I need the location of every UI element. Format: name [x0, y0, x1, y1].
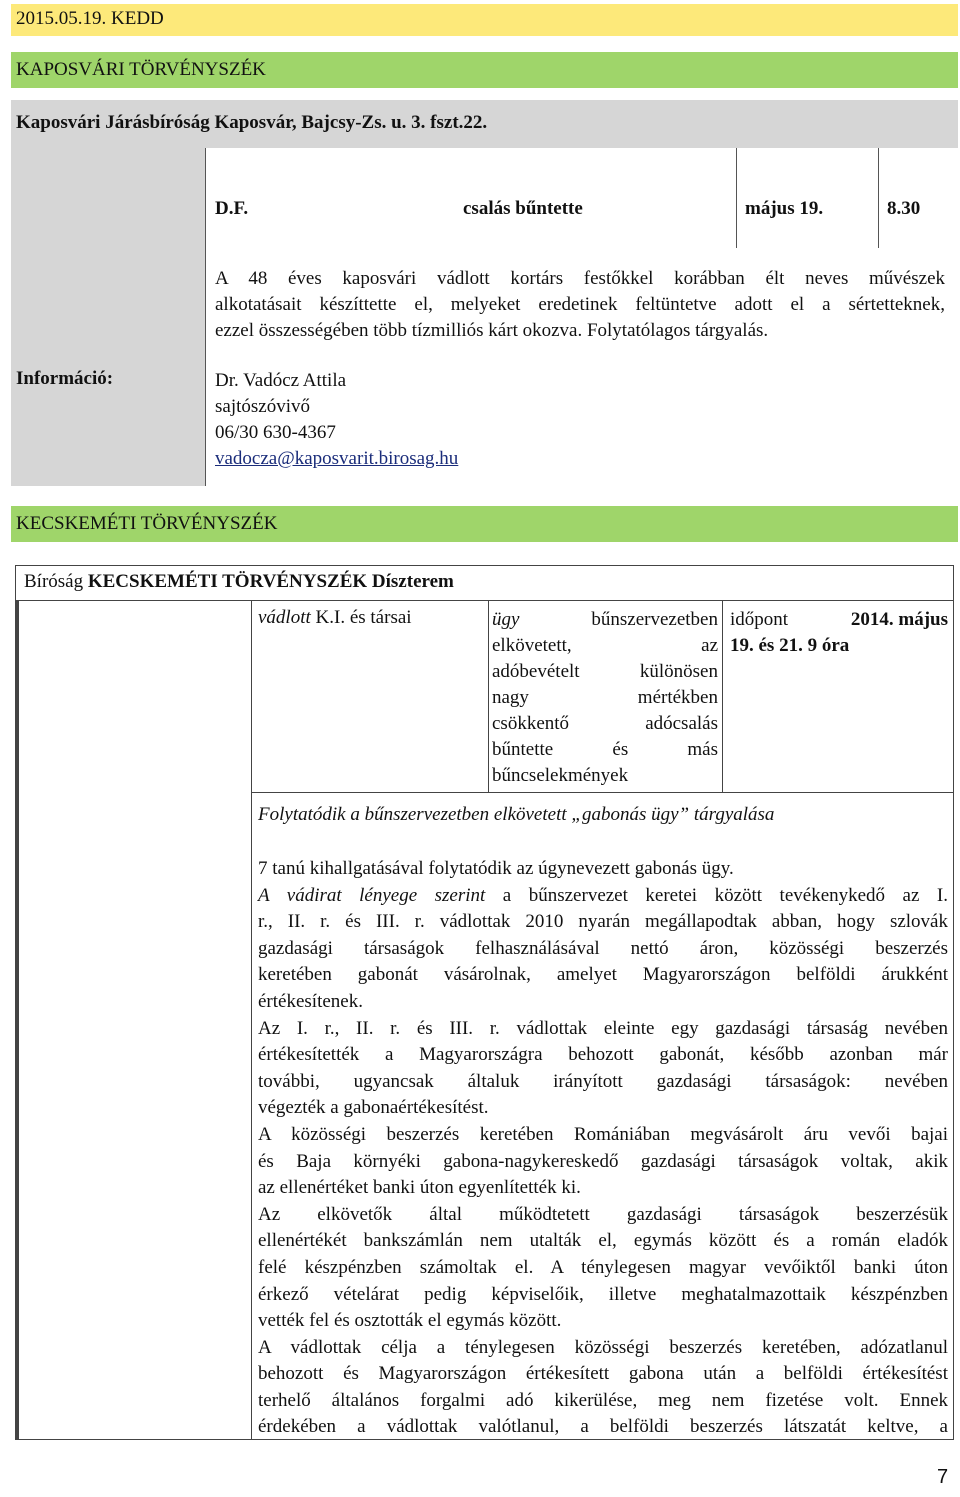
- case-column-divider: [878, 148, 879, 248]
- body-line: Az elkövetők által működtetett gazdasági társaságok beszerzésük: [258, 1203, 948, 1225]
- case-line: csökkentő adócsalás: [492, 713, 718, 734]
- kecskemet-subtitle: Folytatódik a bűnszervezetben elkövetett „gabonás ügy” tárgyalása: [258, 804, 775, 825]
- case-line: elkövetett, az: [492, 635, 718, 656]
- body-line: keretében gabonát vásárolnak, amelyet Magyarországon belföldi árukként: [258, 964, 948, 986]
- body-line: terhelő általános forgalmi adó kikerülése, meg nem fizetése volt. Ennek: [258, 1389, 948, 1411]
- body-line: gazdasági társaságok felhasználásával nettó áron, közösségi beszerzés: [258, 937, 948, 959]
- date-bar: [11, 4, 958, 36]
- description-line: alkotatásait készíttette el, melyeket eredetinek feltüntetve adott el a sértetteknek,: [215, 294, 945, 315]
- body-line: 7 tanú kihallgatásával folytatódik az úgynevezett gabonás ügy.: [258, 858, 734, 879]
- case-line: bűntette és más: [492, 739, 718, 760]
- case-line: bűnszervezetben: [591, 609, 718, 630]
- case-column-divider: [736, 148, 737, 248]
- kecskemet-court-title: KECSKEMÉTI TÖRVÉNYSZÉK: [16, 513, 278, 534]
- body-line: végezték a gabonaértékesítést.: [258, 1097, 489, 1119]
- info-label-cell: [11, 148, 205, 486]
- time-value: 19. és 21. 9 óra: [730, 635, 850, 656]
- kecskemet-case-type: [492, 607, 718, 789]
- kaposvar-court-address: Kaposvári Járásbíróság Kaposvár, Bajcsy-Zs. u. 3. fszt.22.: [16, 112, 488, 133]
- contact-phone: 06/30 630-4367: [215, 422, 336, 443]
- info-label: Információ:: [16, 368, 114, 389]
- body-line: érdekében a vádlottak valótlanul, a belföldi beszerzés látszatát keltve, a: [258, 1416, 948, 1438]
- body-line: felé készpénzben számoltak el. A ténylegesen magyar vevőiktől banki úton: [258, 1256, 948, 1278]
- venue-prefix: Bíróság: [24, 571, 88, 592]
- body-line: értékesítenek.: [258, 990, 363, 1012]
- description-line: ezzel összességében több tízmilliós kárt okozva. Folytatólagos tárgyalás.: [215, 320, 769, 341]
- body-line: A közösségi beszerzés keretében Romániában megvásárolt áru vevői bajai: [258, 1123, 948, 1145]
- table-empty-cell: [16, 600, 252, 1439]
- body-line: r., II. r. és III. r. vádlottak 2010 nyarán megállapodtak abban, hogy szlovák: [258, 911, 948, 933]
- table-rule: [252, 792, 953, 793]
- kecskemet-defendant: [258, 607, 412, 629]
- body-line: ellenértékét bankszámlán nem utalták el, egymás között és a román eladók: [258, 1230, 948, 1252]
- kecskemet-body: [258, 856, 948, 1441]
- case-label: ügy: [492, 609, 520, 630]
- table-rule: [722, 600, 723, 792]
- time-value: 2014. május: [850, 609, 948, 630]
- body-line: A vádlottak célja a ténylegesen közösségi beszerzés keretében, adózatlanul: [258, 1336, 948, 1358]
- kaposvar-court-title: KAPOSVÁRI TÖRVÉNYSZÉK: [16, 59, 266, 80]
- body-line: az ellenértéket banki úton egyenlítették ki.: [258, 1177, 581, 1199]
- body-line: és Baja környéki gabona-nagykereskedő gazdasági társaságok voltak, akik: [258, 1150, 948, 1172]
- date-line: 2015.05.19. KEDD: [16, 8, 164, 29]
- case-line: bűncselekmények: [492, 765, 629, 786]
- contact-email-link[interactable]: vadocza@kaposvarit.birosag.hu: [215, 448, 459, 469]
- description-line: A 48 éves kaposvári vádlott kortárs festőkkel korábban élt neves művészek: [215, 268, 945, 289]
- table-rule: [488, 600, 489, 792]
- body-line: érkező vételárat pedig képviselőik, illetve meghatalmazottaik készpénzben: [258, 1283, 948, 1305]
- contact-name: Dr. Vadócz Attila: [215, 370, 347, 391]
- kaposvar-case-crime: csalás bűntette: [463, 198, 583, 219]
- case-line: nagy mértékben: [492, 687, 718, 708]
- kecskemet-hearing-time: [730, 607, 948, 659]
- kecskemet-court-bar: [11, 506, 958, 542]
- body-line: vették fel és osztották el egymás között.: [258, 1310, 562, 1332]
- kaposvar-case-date: május 19.: [745, 198, 824, 219]
- kaposvar-case-time: 8.30: [887, 198, 921, 219]
- time-label: időpont: [730, 609, 789, 630]
- body-line: értékesítették a Magyarországra behozott gabonát, később azonban már: [258, 1044, 948, 1066]
- defendant-name: K.I. és társai: [310, 607, 412, 628]
- defendant-label: vádlott: [258, 607, 311, 628]
- kaposvar-address-bar: [11, 100, 958, 148]
- kaposvar-case-defendant: D.F.: [215, 198, 249, 219]
- press-contact: [215, 368, 458, 472]
- kaposvar-case-description: [215, 266, 945, 344]
- contact-role: sajtószóvivő: [215, 396, 310, 417]
- kaposvar-court-bar: [11, 52, 958, 88]
- body-line: A vádirat lényege szerint a bűnszervezet keretei között tevékenykedő az I.: [258, 884, 948, 906]
- body-line: Az I. r., II. r. és III. r. vádlottak eleinte egy gazdasági társaság nevében: [258, 1017, 948, 1039]
- venue-name: KECSKEMÉTI TÖRVÉNYSZÉK Díszterem: [87, 571, 454, 592]
- page-number: 7: [937, 1466, 949, 1488]
- kecskemet-venue: [24, 571, 454, 593]
- case-line: adóbevételt különösen: [492, 661, 718, 682]
- body-line: behozott és Magyarországon értékesített gabona után a belföldi értékesítést: [258, 1363, 948, 1385]
- body-line: további, ugyancsak általuk irányított gazdasági társaságok: nevében: [258, 1070, 948, 1092]
